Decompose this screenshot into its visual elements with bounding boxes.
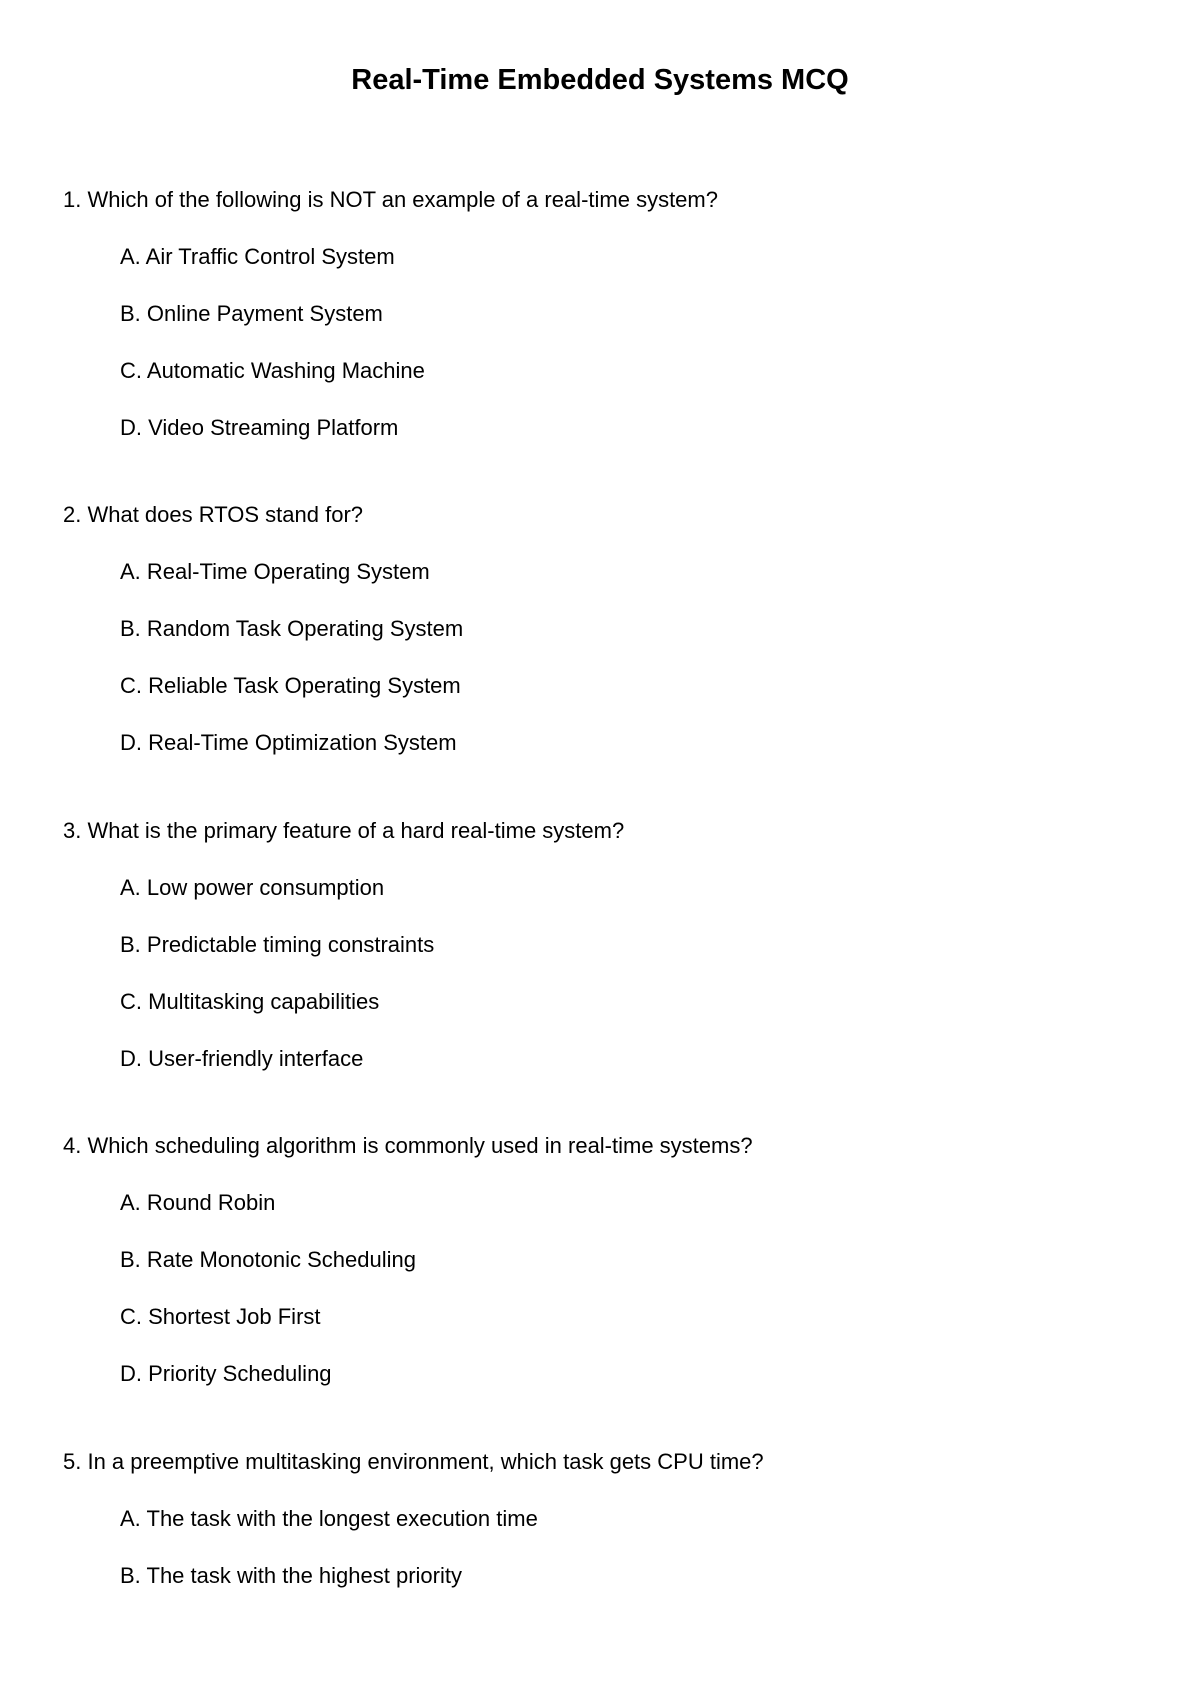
answer-option: A. Round Robin	[120, 1190, 276, 1215]
question-text: 5. In a preemptive multitasking environment, which task gets CPU time?	[63, 1449, 764, 1474]
page-title: Real-Time Embedded Systems MCQ	[351, 64, 849, 96]
answer-option: B. The task with the highest priority	[120, 1563, 462, 1588]
question-text: 2. What does RTOS stand for?	[63, 502, 364, 527]
answer-option: A. Real-Time Operating System	[120, 559, 430, 584]
answer-option: D. Real-Time Optimization System	[120, 730, 457, 755]
answer-option: C. Reliable Task Operating System	[120, 673, 461, 698]
answer-option: B. Random Task Operating System	[120, 616, 464, 641]
answer-option: D. Priority Scheduling	[120, 1361, 332, 1386]
answer-option: C. Multitasking capabilities	[120, 989, 380, 1014]
question-text: 3. What is the primary feature of a hard real-time system?	[63, 818, 625, 843]
answer-option: A. The task with the longest execution time	[120, 1506, 538, 1531]
answer-option: A. Low power consumption	[120, 875, 385, 900]
answer-option: D. User-friendly interface	[120, 1046, 364, 1071]
answer-option: C. Automatic Washing Machine	[120, 358, 425, 383]
answer-option: B. Rate Monotonic Scheduling	[120, 1247, 416, 1272]
answer-option: A. Air Traffic Control System	[120, 244, 395, 269]
question-text: 1. Which of the following is NOT an example of a real-time system?	[63, 187, 718, 212]
question-text: 4. Which scheduling algorithm is commonly used in real-time systems?	[63, 1133, 753, 1158]
answer-option: C. Shortest Job First	[120, 1304, 321, 1329]
answer-option: B. Predictable timing constraints	[120, 932, 435, 957]
answer-option: D. Video Streaming Platform	[120, 415, 399, 440]
answer-option: B. Online Payment System	[120, 301, 383, 326]
